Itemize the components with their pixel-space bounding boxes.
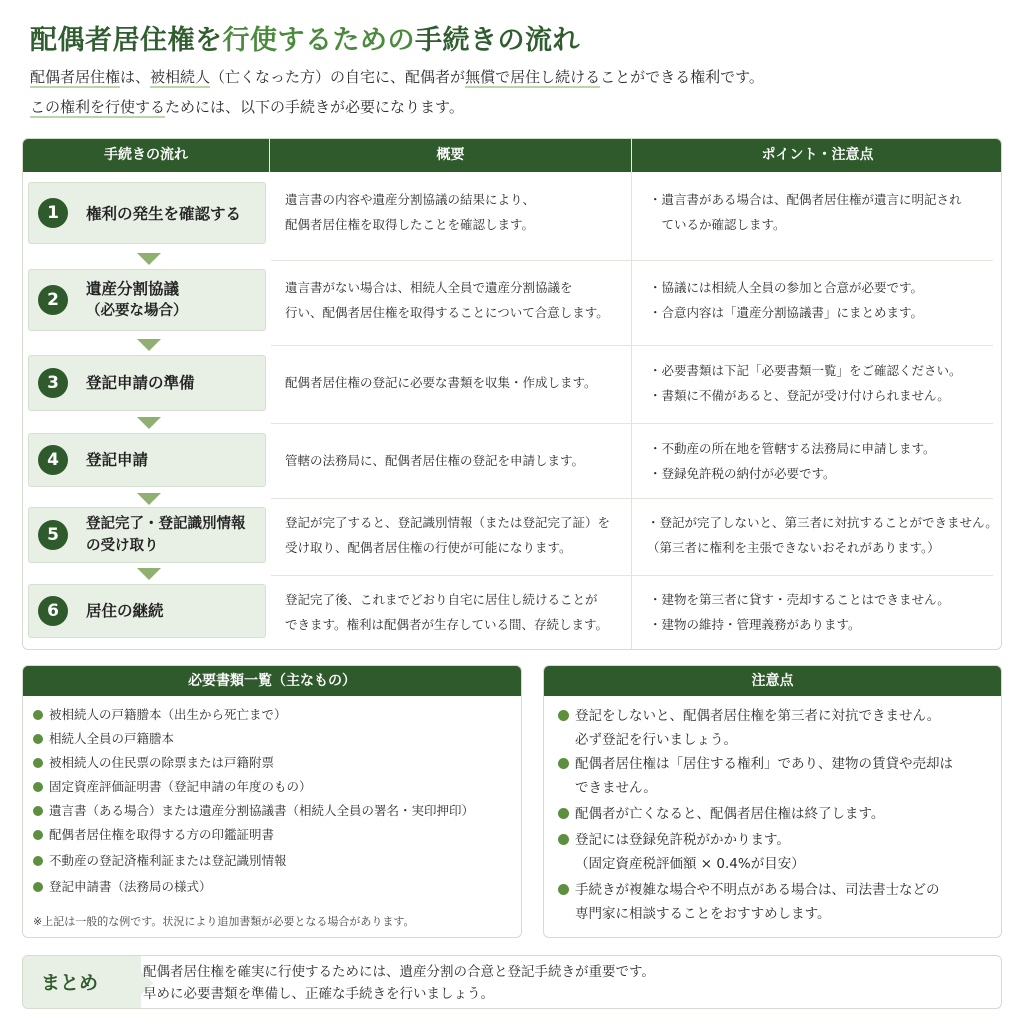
step-label <box>86 278 188 322</box>
intro-term-spousal-right: 配偶者居住権 <box>30 68 121 86</box>
point-line: ・必要書類は下記「必要書類一覧」をご確認ください。 <box>649 363 962 378</box>
bullet-dot-icon <box>558 884 569 895</box>
bullet-dot-icon <box>33 856 43 866</box>
step-overview <box>285 275 609 325</box>
point-line: ・登記が完了しないと、第三者に対抗することができません。 <box>647 515 998 530</box>
intro-text: （亡くなった方）の自宅に、配偶者が <box>210 68 466 86</box>
title-part-3: 手続きの流れ <box>415 25 580 56</box>
step-number-badge: 4 <box>38 445 68 475</box>
step-overview <box>285 587 608 637</box>
document-item <box>33 776 312 798</box>
step-number-badge: 6 <box>38 596 68 626</box>
document-item <box>33 850 287 872</box>
step-number-badge: 3 <box>38 368 68 398</box>
step-label-line: （必要な場合） <box>86 303 188 319</box>
point-line: ・協議には相続人全員の参加と合意が必要です。 <box>649 280 924 295</box>
document-item-text: 登記申請書（法務局の様式） <box>49 879 212 894</box>
intro-text: は、 <box>120 68 151 86</box>
caution-text: 登記をしないと、配偶者居住権を第三者に対抗できません。 <box>575 708 941 724</box>
step-label-line: の受け取り <box>86 538 159 554</box>
bullet-dot-icon <box>33 830 43 840</box>
table-header <box>23 139 1002 172</box>
bullet-dot-icon <box>558 758 569 769</box>
step-points <box>649 358 962 408</box>
document-item-text: 被相続人の戸籍謄本（出生から死亡まで） <box>49 707 287 722</box>
step-overview <box>285 448 584 473</box>
summary-line-2: 早めに必要書類を準備し、正確な手続きを行いましょう。 <box>143 986 494 1002</box>
overview-line: 受け取り、配偶者居住権の行使が可能になります。 <box>285 540 572 555</box>
step-overview <box>285 510 610 560</box>
overview-line: 登記完了後、これまでどおり自宅に居住し続けることが <box>285 592 598 607</box>
step-label: 登記申請の準備 <box>86 374 195 392</box>
summary-line-1: 配偶者居住権を確実に行使するためには、遺産分割の合意と登記手続きが重要です。 <box>143 964 655 980</box>
step-points <box>649 436 936 486</box>
step-box-4 <box>28 433 266 487</box>
table-row-step-6 <box>23 575 1002 650</box>
bullet-dot-icon <box>558 834 569 845</box>
step-points <box>649 587 950 637</box>
bullet-dot-icon <box>33 782 43 792</box>
required-documents-title: 必要書類一覧（主なもの） <box>23 666 521 696</box>
point-line: ・書類に不備があると、登記が受け付けられません。 <box>649 388 950 403</box>
step-label: 登記申請 <box>86 451 149 469</box>
caution-text: 手続きが複雑な場合や不明点がある場合は、司法書士などの <box>575 882 940 898</box>
summary-box <box>22 955 1002 1009</box>
header-overview: 概要 <box>269 139 631 172</box>
document-item <box>33 800 474 822</box>
intro-line-2 <box>30 96 464 117</box>
step-number-badge: 5 <box>38 520 68 550</box>
summary-tab <box>23 956 141 1009</box>
header-points: ポイント・注意点 <box>631 139 1002 172</box>
overview-line: 登記が完了すると、登記識別情報（または登記完了証）を <box>285 515 611 530</box>
caution-item-cont: 必ず登記を行いましょう。 <box>575 732 737 748</box>
overview-line: 配偶者居住権の登記に必要な書類を収集・作成します。 <box>285 375 597 390</box>
point-line: ・建物を第三者に貸す・売却することはできません。 <box>649 592 950 607</box>
caution-text: 配偶者が亡くなると、配偶者居住権は終了します。 <box>575 806 885 822</box>
intro-term-exercise: この権利を行使する <box>30 98 166 116</box>
bullet-dot-icon <box>33 758 43 768</box>
bullet-dot-icon <box>33 806 43 816</box>
caution-text: 登記には登録免許税がかかります。 <box>575 832 790 848</box>
overview-line: 配偶者居住権を取得したことを確認します。 <box>285 217 535 232</box>
step-box-6 <box>28 584 266 638</box>
bullet-dot-icon <box>558 710 569 721</box>
header-flow: 手続きの流れ <box>104 147 188 163</box>
bullet-dot-icon <box>33 882 43 892</box>
document-item <box>33 824 274 846</box>
step-label: 権利の発生を確認する <box>86 205 242 223</box>
point-line: ・遺言書がある場合は、配偶者居住権が遺言に明記され <box>649 192 962 207</box>
document-item <box>33 704 287 726</box>
intro-line-1 <box>30 66 764 87</box>
step-number-badge: 1 <box>38 198 68 228</box>
overview-line: 管轄の法務局に、配偶者居住権の登記を申請します。 <box>285 453 585 468</box>
step-box-5 <box>28 507 266 563</box>
page-title <box>30 18 580 57</box>
caution-item <box>558 704 940 728</box>
step-box-1 <box>28 182 266 244</box>
caution-item-cont: できません。 <box>575 780 657 796</box>
document-item <box>33 876 212 898</box>
step-points <box>649 275 923 325</box>
document-item-text: 被相続人の住民票の除票または戸籍附票 <box>49 755 275 770</box>
document-item-text: 固定資産評価証明書（登記申請の年度のもの） <box>49 779 312 794</box>
cautions-title: 注意点 <box>544 666 1001 696</box>
overview-line: 遺言書がない場合は、相続人全員で遺産分割協議を <box>285 280 573 295</box>
step-overview <box>285 370 597 395</box>
step-points <box>649 187 962 237</box>
point-line: ・建物の維持・管理義務があります。 <box>649 617 861 632</box>
document-item-text: 遺言書（ある場合）または遺産分割協議書（相続人全員の署名・実印押印） <box>49 803 475 818</box>
point-line: ・不動産の所在地を管轄する法務局に申請します。 <box>649 441 936 456</box>
document-item-text: 相続人全員の戸籍謄本 <box>49 731 175 746</box>
caution-item <box>558 802 884 826</box>
required-documents-panel <box>22 665 522 938</box>
table-row-step-1 <box>23 172 1002 260</box>
title-part-2: 行使するための <box>222 25 415 56</box>
step-label-line: 登記完了・登記識別情報 <box>86 516 246 532</box>
caution-item-cont: （固定資産税評価額 × 0.4%が目安） <box>575 856 805 872</box>
table-row-step-3 <box>23 345 1002 423</box>
overview-line: 遺言書の内容や遺産分割協議の結果により、 <box>285 192 536 207</box>
document-item <box>33 728 174 750</box>
intro-text: ことができる権利です。 <box>600 68 764 86</box>
point-line: （第三者に権利を主張できないおそれがあります。） <box>647 540 940 555</box>
step-label-line: 遺産分割協議 <box>86 280 180 298</box>
document-item-text: 不動産の登記済権利証または登記識別情報 <box>49 853 287 868</box>
step-number-badge: 2 <box>38 285 68 315</box>
point-line: ているか確認します。 <box>649 217 786 232</box>
point-line: ・登録免許税の納付が必要です。 <box>649 466 836 481</box>
table-row-step-2 <box>23 260 1002 345</box>
caution-item <box>558 828 790 852</box>
table-row-step-4 <box>23 423 1002 498</box>
caution-item <box>558 752 953 776</box>
title-part-1: 配偶者居住権を <box>30 25 223 56</box>
caution-text: 配偶者居住権は「居住する権利」であり、建物の賃貸や売却は <box>575 756 953 772</box>
step-box-3 <box>28 355 266 411</box>
bullet-dot-icon <box>33 734 43 744</box>
overview-line: 行い、配偶者居住権を取得することについて合意します。 <box>285 305 609 320</box>
documents-footnote: ※上記は一般的な例です。状況により追加書類が必要となる場合があります。 <box>33 915 415 928</box>
procedure-table <box>22 138 1002 650</box>
step-label <box>86 513 246 557</box>
summary-label: まとめ <box>41 972 99 994</box>
overview-line: できます。権利は配偶者が生存している間、存続します。 <box>285 617 609 632</box>
document-item-text: 配偶者居住権を取得する方の印鑑証明書 <box>49 827 275 842</box>
document-item <box>33 752 274 774</box>
cautions-panel <box>543 665 1002 938</box>
caution-item-cont: 専門家に相談することをおすすめします。 <box>575 906 831 922</box>
step-overview <box>285 187 535 237</box>
intro-text: ためには、以下の手続きが必要になります。 <box>165 98 464 116</box>
table-row-step-5 <box>23 498 1002 575</box>
bullet-dot-icon <box>558 808 569 819</box>
caution-item <box>558 878 940 902</box>
point-line: ・合意内容は「遺産分割協議書」にまとめます。 <box>649 305 924 320</box>
step-box-2 <box>28 269 266 331</box>
step-label: 居住の継続 <box>86 602 164 620</box>
bullet-dot-icon <box>33 710 43 720</box>
intro-term-decedent: 被相続人 <box>150 68 211 86</box>
intro-term-free-residence: 無償で居住し続ける <box>465 68 601 86</box>
step-points <box>647 510 998 560</box>
